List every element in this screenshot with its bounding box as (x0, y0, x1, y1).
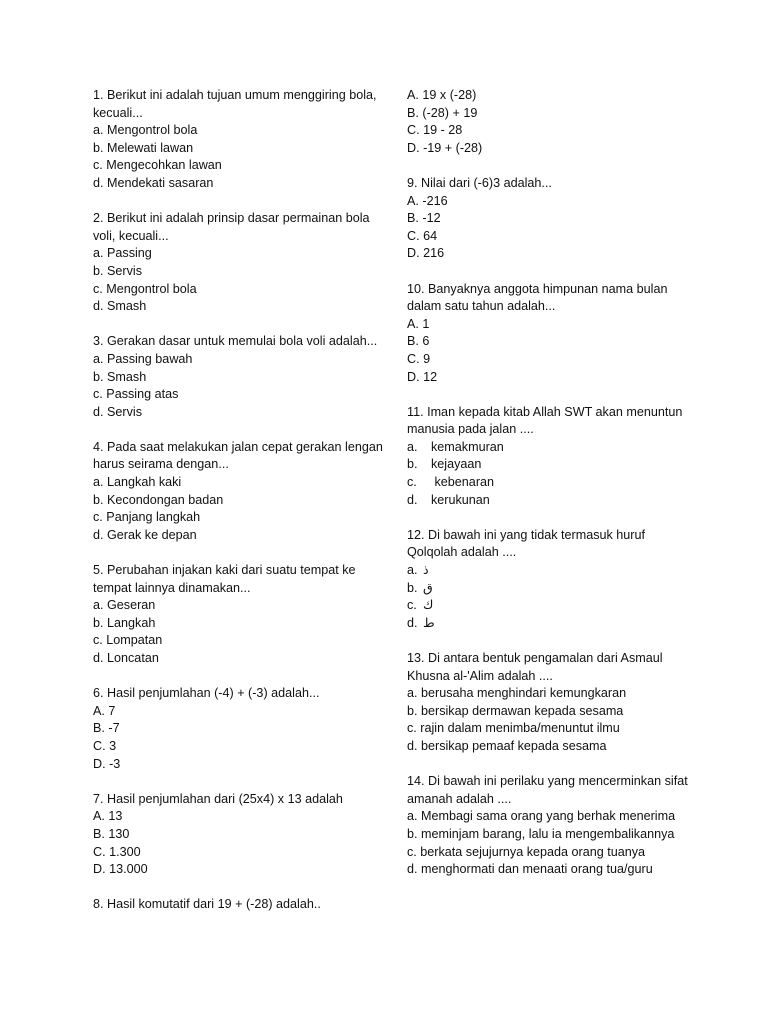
option-b: b. bersikap dermawan kepada sesama (407, 703, 624, 718)
option-c: C. 19 - 28 (407, 123, 463, 138)
option-value: kebenaran (431, 475, 495, 490)
option-d: d. Smash (93, 299, 147, 314)
question-4 (93, 439, 383, 545)
option-letter: d. (407, 492, 418, 507)
option-a (407, 439, 697, 457)
option-letter: c. (407, 475, 417, 490)
option-d: d. Mendekati sasaran (93, 175, 214, 190)
option-d: d. bersikap pemaaf kepada sesama (407, 738, 607, 753)
option-a: a. Membagi sama orang yang berhak menerima (407, 809, 676, 824)
option-d: d. Servis (93, 404, 142, 419)
option-d: d. Gerak ke depan (93, 527, 197, 542)
option-c: C. 1.300 (93, 844, 141, 859)
option-c: c. Passing atas (93, 387, 179, 402)
question-text: 14. Di bawah ini perilaku yang mencerminkan sifat amanah adalah .... (407, 774, 688, 806)
option-b: b. Kecondongan badan (93, 492, 224, 507)
option-a: a. Mengontrol bola (93, 123, 198, 138)
option-a (407, 562, 697, 580)
option-a: a. Passing (93, 246, 152, 261)
option-letter: d. (407, 615, 418, 630)
option-b: B. (-28) + 19 (407, 105, 478, 120)
option-b: b. meminjam barang, lalu ia mengembalikannya (407, 826, 675, 841)
option-c: c. Mengontrol bola (93, 281, 197, 296)
question-text: 11. Iman kepada kitab Allah SWT akan menuntun manusia pada jalan .... (407, 404, 683, 437)
option-d: D. -3 (93, 756, 121, 771)
question-text: 6. Hasil penjumlahan (-4) + (-3) adalah... (93, 686, 320, 701)
question-14 (407, 773, 697, 879)
option-b: b. Servis (93, 263, 142, 278)
arabic-letter: ك (423, 598, 434, 613)
option-d: d. Loncatan (93, 651, 159, 665)
option-c: c. berkata sejujurnya kepada orang tuanya (407, 844, 646, 859)
option-c: c. rajin dalam menimba/menuntut ilmu (407, 721, 620, 736)
question-11 (407, 404, 697, 510)
option-d (407, 492, 697, 510)
option-a: A. -216 (407, 193, 448, 208)
right-column (407, 87, 697, 879)
question-text: 10. Banyaknya anggota himpunan nama bulan dalam satu tahun adalah... (407, 281, 668, 314)
option-letter: a. (407, 563, 418, 578)
option-b (407, 580, 697, 598)
option-d (407, 615, 697, 633)
question-5 (93, 562, 383, 668)
option-a: A. 19 x (-28) (407, 88, 477, 102)
option-letter: c. (407, 598, 417, 613)
question-text: 4. Pada saat melakukan jalan cepat gerakan lengan harus seirama dengan... (93, 439, 383, 472)
option-a: a. berusaha menghindari kemungkaran (407, 686, 627, 701)
question-8-options (407, 87, 697, 157)
option-b: B. -7 (93, 721, 120, 736)
option-c (407, 474, 697, 492)
question-text: 2. Berikut ini adalah prinsip dasar permainan bola voli, kecuali... (93, 211, 370, 243)
question-text: 12. Di bawah ini yang tidak termasuk huruf Qolqolah adalah .... (407, 527, 646, 560)
question-text: 5. Perubahan injakan kaki dari suatu tempat ke tempat lainnya dinamakan... (93, 563, 356, 595)
option-d: D. -19 + (-28) (407, 140, 483, 155)
option-a: A. 13 (93, 809, 123, 824)
option-b: B. -12 (407, 211, 441, 226)
option-c: C. 64 (407, 228, 438, 243)
option-letter: a. (407, 439, 418, 454)
option-b: b. Langkah (93, 615, 156, 630)
question-1 (93, 87, 383, 193)
question-9 (407, 175, 697, 263)
option-b: b. Smash (93, 369, 147, 384)
option-c: C. 9 (407, 351, 431, 366)
question-text: 9. Nilai dari (-6)3 adalah... (407, 175, 552, 190)
option-c (407, 597, 697, 615)
option-b: B. 6 (407, 334, 430, 349)
option-b (407, 456, 697, 474)
option-d: D. 216 (407, 246, 445, 261)
arabic-letter: ق (423, 580, 433, 595)
option-c: c. Lompatan (93, 633, 163, 648)
question-7 (93, 791, 383, 879)
question-12 (407, 527, 697, 633)
question-text: 7. Hasil penjumlahan dari (25x4) x 13 adalah (93, 791, 343, 806)
option-value: kemakmuran (431, 439, 504, 454)
option-d: D. 12 (407, 369, 438, 384)
question-10 (407, 281, 697, 387)
question-text: 13. Di antara bentuk pengamalan dari Asmaul Khusna al-'Alim adalah .... (407, 651, 663, 683)
question-8 (93, 896, 383, 914)
option-d: D. 13.000 (93, 862, 148, 877)
question-text: 8. Hasil komutatif dari 19 + (-28) adalah.. (93, 897, 321, 912)
option-letter: b. (407, 580, 418, 595)
option-value: kejayaan (431, 457, 482, 472)
arabic-letter: ذ (423, 563, 429, 578)
option-a: A. 1 (407, 316, 430, 331)
option-b: b. Melewati lawan (93, 140, 194, 155)
option-d: d. menghormati dan menaati orang tua/guru (407, 862, 653, 877)
question-13 (407, 650, 697, 756)
question-2 (93, 210, 383, 316)
option-a: a. Passing bawah (93, 351, 193, 366)
option-letter: b. (407, 457, 418, 472)
option-c: c. Mengecohkan lawan (93, 158, 222, 173)
option-a: a. Geseran (93, 598, 156, 613)
question-text: 1. Berikut ini adalah tujuan umum menggiring bola, kecuali... (93, 88, 377, 120)
option-value: kerukunan (431, 492, 490, 507)
arabic-letter: ط (423, 615, 435, 630)
option-b: B. 130 (93, 826, 130, 841)
option-a: a. Langkah kaki (93, 475, 182, 490)
question-6 (93, 685, 383, 773)
option-c: C. 3 (93, 738, 117, 753)
option-a: A. 7 (93, 703, 116, 718)
question-text: 3. Gerakan dasar untuk memulai bola voli adalah... (93, 334, 378, 349)
question-3 (93, 333, 383, 421)
option-c: c. Panjang langkah (93, 510, 201, 525)
left-column (93, 87, 383, 914)
